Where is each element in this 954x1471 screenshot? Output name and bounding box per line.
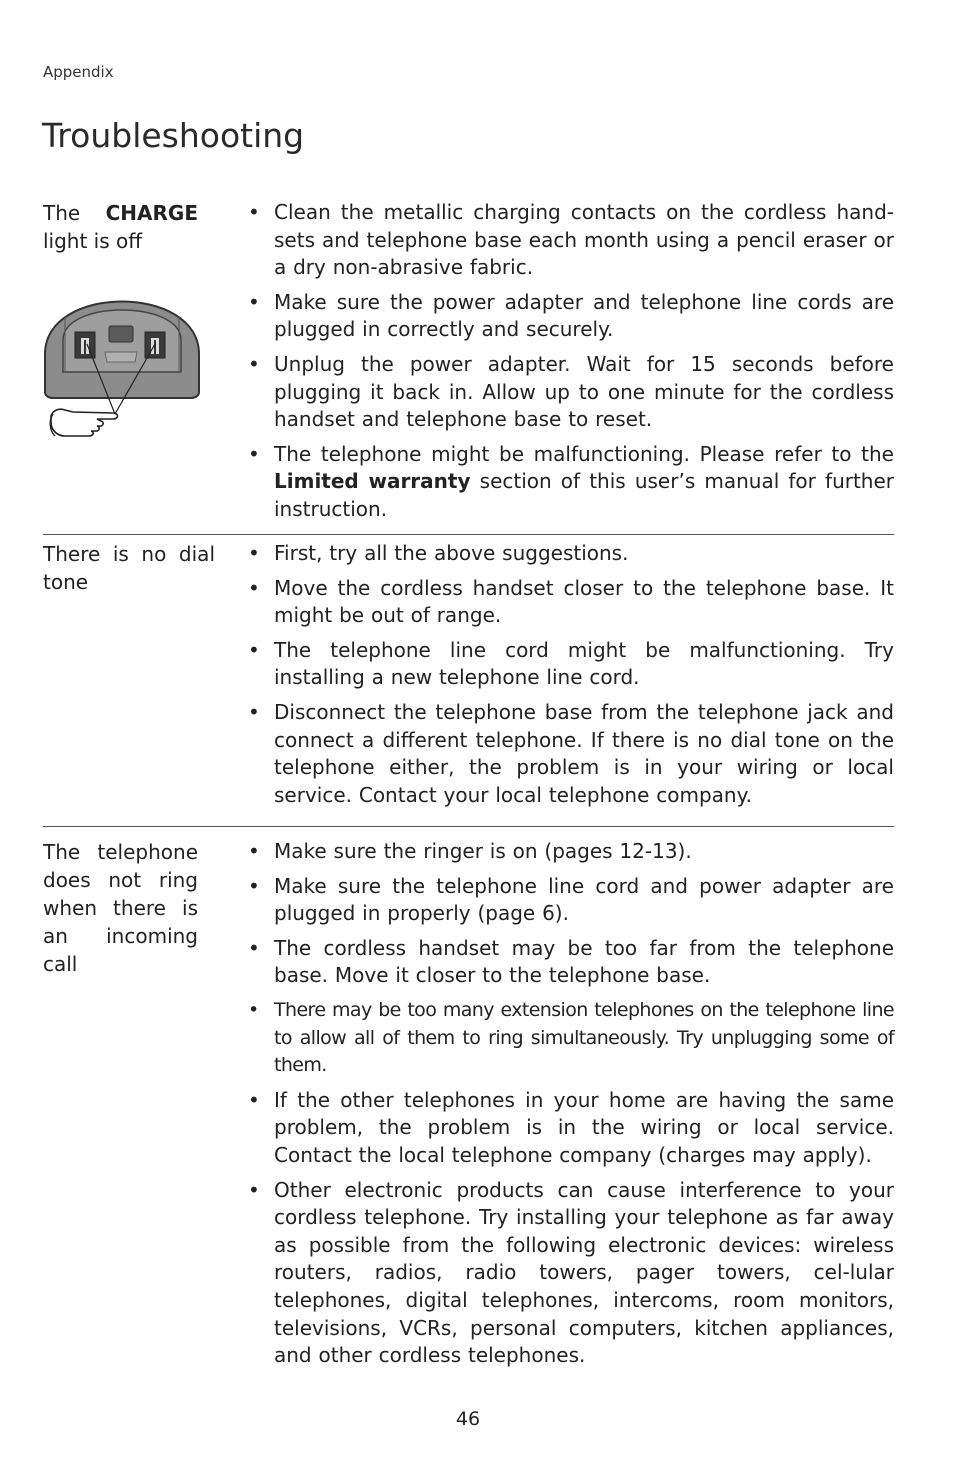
- solution-item: • Clean the metallic charging contacts on the cordless hand-sets and telephone base each month using a pencil eraser or a dry non-abrasive fabric.: [248, 199, 894, 282]
- telephone-base-charging-contacts-illustration: [43, 274, 203, 444]
- solution-item: • Unplug the power adapter. Wait for 15 seconds before plugging it back in. Allow up to one minute for the cordless handset and telephone base to reset.: [248, 351, 894, 434]
- row-divider: [43, 826, 894, 827]
- limited-warranty-reference: Limited warranty: [274, 469, 471, 494]
- solution-item: • Make sure the ringer is on (pages 12-13).: [248, 838, 894, 866]
- page-number: 46: [455, 1408, 481, 1430]
- problem-text: light is off: [43, 229, 143, 253]
- problem-label: [43, 199, 198, 255]
- solution-item: • There may be too many extension telephones on the telephone line to allow all of them to ring simultaneously. Try unplugging some of them.: [248, 997, 894, 1080]
- page-title: Troubleshooting: [42, 116, 305, 155]
- solution-item: • Disconnect the telephone base from the telephone jack and connect a different telephone. If there is no dial tone on the telephone either, the problem is in your wiring or local service. Contact your local telephone company.: [248, 699, 894, 809]
- problem-label: The telephone does not ring when there is an incoming call: [43, 840, 198, 976]
- solution-item: • Make sure the telephone line cord and power adapter are plugged in properly (page 6).: [248, 873, 894, 928]
- solution-list: [248, 199, 894, 531]
- solution-list: [248, 540, 894, 816]
- solution-text: The telephone might be malfunctioning. Please refer to the: [274, 441, 894, 466]
- solution-item: • If the other telephones in your home are having the same problem, the problem is in the wiring or local service. Contact the local telephone company (charges may apply).: [248, 1087, 894, 1170]
- solution-text: section of this user’s manual for further instruction.: [274, 469, 895, 521]
- solution-item: • The telephone line cord might be malfunctioning. Try installing a new telephone line cord.: [248, 637, 894, 692]
- solution-item: • Other electronic products can cause interference to your cordless telephone. Try installing your telephone as far away as possible from the following electronic devices: wireless routers, radios, radio towers, pager towers, cel-lular telephones, digital telephones, intercoms, room monitors, televisions, VCRs, personal computers, kitchen appliances, and other cordless telephones.: [248, 1177, 894, 1370]
- problem-bold-text: CHARGE: [105, 201, 198, 225]
- solution-item: • First, try all the above suggestions.: [248, 540, 894, 568]
- section-label: Appendix: [43, 63, 114, 81]
- solution-item: [248, 441, 894, 524]
- solution-list: [248, 838, 894, 1377]
- solution-item: • Move the cordless handset closer to the telephone base. It might be out of range.: [248, 575, 894, 630]
- problem-text: The: [43, 201, 106, 225]
- problem-label: There is no dial tone: [43, 542, 215, 594]
- row-divider: [43, 534, 894, 535]
- solution-item: • Make sure the power adapter and telephone line cords are plugged in correctly and securely.: [248, 289, 894, 344]
- solution-item: • The cordless handset may be too far from the telephone base. Move it closer to the telephone base.: [248, 935, 894, 990]
